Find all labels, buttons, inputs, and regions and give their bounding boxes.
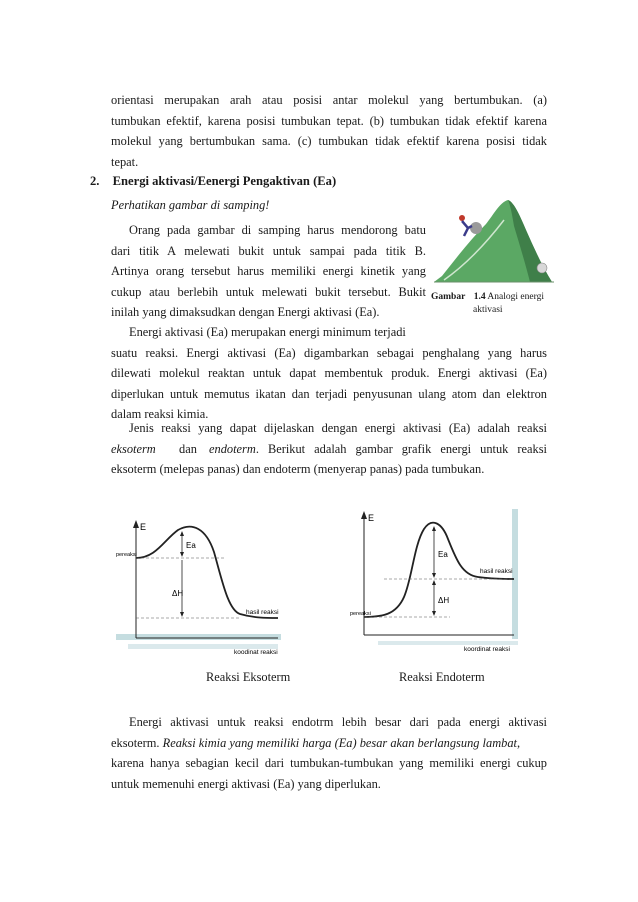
text-line: Artinya orang tersebut harus memiliki energi kinetik yang [111, 264, 426, 279]
text-line: eksoterm (melepas panas) dan endoterm (menyerap panas) pada tumbukan. [111, 462, 485, 477]
text-line: diperlukan untuk memutus ikatan dan terjadi penyusunan ulang atom dan elektron [111, 386, 547, 401]
paragraph-definition [111, 322, 547, 425]
paragraph-reaction-types [111, 418, 547, 480]
dh-arrowhead [180, 612, 184, 617]
figure-caption [431, 291, 561, 317]
text-line: Jenis reaksi yang dapat dijelaskan dengan energi aktivasi (Ea) adalah reaksi [129, 421, 547, 435]
text-line: Energi aktivasi untuk reaksi endotrm lebih besar dari pada energi aktivasi [129, 715, 547, 729]
dh-arrowhead [432, 580, 436, 585]
energy-curve [136, 527, 278, 618]
e-axis-label: E [368, 513, 375, 523]
ea-arrowhead [180, 531, 184, 536]
product-label: hasil reaksi [246, 609, 279, 616]
instruction-text: Perhatikan gambar di samping! [111, 198, 270, 212]
figure-caption-line1: Analogi energi [487, 292, 544, 302]
person-head [459, 215, 465, 221]
dh-arrowhead [432, 611, 436, 616]
figure-caption-line2: aktivasi [473, 305, 503, 315]
text-line: Orang pada gambar di samping harus mendorong batu [129, 223, 426, 237]
text-fragment: eksoterm. [111, 735, 160, 750]
text-line: dilewati molekul reaktan untuk dapat membentuk produk. Energi aktivasi (Ea) [111, 366, 547, 381]
reactant-label: pereaksi [116, 552, 137, 558]
graph-accent-band [378, 641, 518, 645]
term-endoterm: endoterm [209, 441, 256, 456]
activation-energy-analogy-figure [434, 196, 554, 284]
figure-label: Gambar [431, 292, 466, 302]
text-line: tepat. [111, 154, 139, 169]
ea-arrowhead [180, 552, 184, 557]
text-line: dalam reaksi kimia. [111, 407, 209, 422]
text-line: Energi aktivasi (Ea) merupakan energi minimum terjadi [129, 325, 406, 339]
section-heading [90, 174, 336, 189]
endothermic-caption: Reaksi Endoterm [399, 670, 485, 684]
dh-label: ΔH [438, 596, 450, 605]
paragraph-conclusion [111, 712, 547, 794]
boulder [470, 222, 482, 234]
y-axis-arrow [361, 511, 367, 519]
text-line [111, 733, 547, 754]
product-label: hasil reaksi [480, 568, 513, 575]
ea-label: Ea [438, 550, 448, 559]
exothermic-energy-graph [116, 512, 286, 672]
endothermic-energy-graph [348, 505, 528, 665]
text-fragment [209, 439, 547, 460]
text-line: untuk memenuhi energi aktivasi (Ea) yang diperlukan. [111, 776, 381, 791]
text-line: dari titik A melewati bukit untuk sampai pada titik B. [111, 243, 426, 258]
figure-number: 1.4 [473, 292, 486, 302]
text-fragment: , [516, 735, 521, 750]
reactant-label: pereaksi [350, 611, 371, 617]
text-line: cukup atau berlebih untuk melewati bukit tersebut. Bukit [111, 284, 426, 299]
text-fragment-rest: . Berikut adalah gambar grafik energi untuk reaksi [255, 441, 547, 456]
text-line: orientasi merupakan arah atau posisi antar molekul yang bertumbukan. (a) [111, 93, 547, 107]
italic-statement: Reaksi kimia yang memiliki harga (Ea) besar akan berlangsung lambat [162, 735, 517, 750]
text-line: karena hanya sebagian kecil dari tumbukan-tumbukan yang memiliki energi cukup [111, 756, 547, 771]
ea-arrowhead [432, 526, 436, 531]
x-axis-label: koordinat reaksi [464, 646, 510, 653]
graph-accent-band [512, 509, 518, 639]
text-line: molekul yang bertumbukan sama. (c) tumbukan tidak efektif karena posisi tidak [111, 134, 547, 149]
term-eksoterm: eksoterm [111, 441, 156, 456]
exothermic-caption: Reaksi Eksoterm [206, 670, 291, 684]
paragraph-orientation [111, 90, 547, 172]
word-dan: dan [179, 441, 197, 456]
text-line: inilah yang dimaksudkan dengan Energi aktivasi (Ea). [111, 305, 380, 320]
section-title: Energi aktivasi/Eenergi Pengaktivan (Ea) [112, 174, 337, 188]
x-axis-label: koodinat reaksi [234, 649, 278, 656]
ea-label: Ea [186, 541, 196, 550]
text-line: tumbukan efektif, karena posisi tumbukan tepat. (b) tumbukan tidak efektif karena [111, 113, 547, 128]
ea-arrowhead [432, 573, 436, 578]
ball-end [537, 263, 547, 273]
y-axis-arrow [133, 520, 139, 528]
text-line: suatu reaksi. Energi aktivasi (Ea) digambarkan sebagai penghalang yang harus [111, 345, 547, 360]
text-line [111, 439, 547, 460]
section-number: 2. [90, 174, 100, 188]
graph-accent-band [116, 634, 281, 640]
dh-label: ΔH [172, 589, 184, 598]
paragraph-analogy [111, 220, 426, 323]
e-axis-label: E [140, 522, 147, 532]
